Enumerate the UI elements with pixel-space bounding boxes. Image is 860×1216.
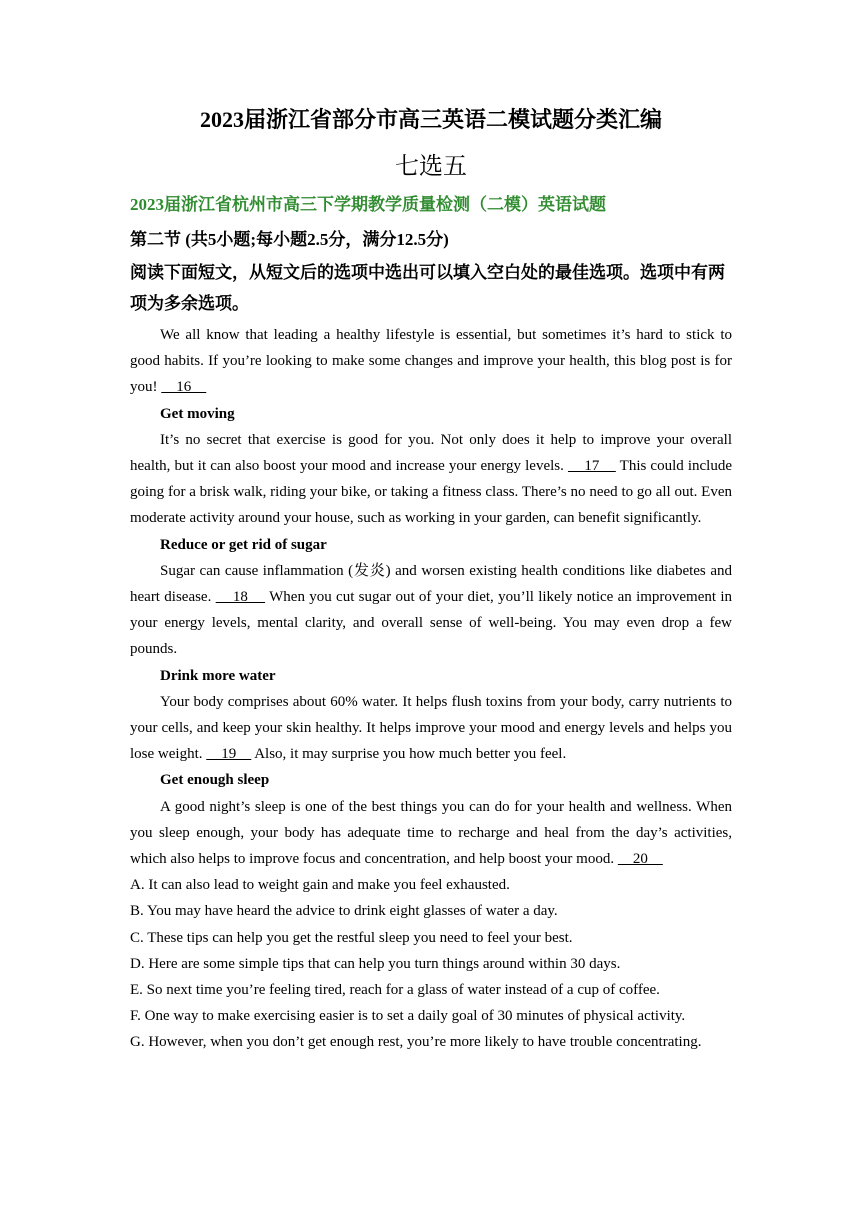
option-c: C. These tips can help you get the restful sleep you need to feel your best. bbox=[130, 929, 573, 946]
heading-reduce-sugar: Reduce or get rid of sugar bbox=[160, 536, 327, 553]
passage bbox=[130, 322, 732, 1056]
paragraph-sleep bbox=[130, 794, 732, 873]
option-a: A. It can also lead to weight gain and make you feel exhausted. bbox=[130, 877, 510, 894]
paragraph-text: A good night’s sleep is one of the best things you can do for your health and wellness. When you sleep enough, your body has adequate time to recharge and heal from the day’s activities, which also helps to improve focus and concentration, and help boost your mood. bbox=[130, 798, 732, 868]
paragraph-text: This could include going for a brisk walk, riding your bike, or taking a fitness class. There’s no need to go all out. Even moderate activity around your house, such as working in your garden, can benefit significantly. bbox=[130, 458, 733, 527]
paragraph-get-moving bbox=[130, 427, 732, 532]
exam-source-title: 2023届浙江省杭州市高三下学期教学质量检测（二模）英语试题 bbox=[130, 195, 606, 214]
option-g: G. However, when you don’t get enough rest, you’re more likely to have trouble concentrating. bbox=[130, 1034, 702, 1051]
part-heading: 第二节 (共5小题;每小题2.5分，满分12.5分) bbox=[130, 230, 449, 249]
blank-20: 20 bbox=[617, 851, 663, 868]
document-title: 2023届浙江省部分市高三英语二模试题分类汇编 bbox=[199, 107, 662, 132]
heading-sleep: Get enough sleep bbox=[160, 772, 270, 789]
heading-get-moving: Get moving bbox=[160, 405, 235, 422]
option-b: B. You may have heard the advice to drink eight glasses of water a day. bbox=[130, 903, 558, 920]
blank-19: 19 bbox=[206, 746, 252, 763]
paragraph-drink-water bbox=[130, 689, 732, 768]
option-e: E. So next time you’re feeling tired, reach for a glass of water instead of a cup of coffee. bbox=[130, 982, 660, 999]
heading-drink-water: Drink more water bbox=[160, 667, 276, 684]
blank-18: 18 bbox=[215, 589, 266, 606]
paragraph-text: When you cut sugar out of your diet, you’ll likely notice an improvement in your energy levels, mental clarity, and overall sense of well-being. You may even drop a few pounds. bbox=[130, 589, 733, 658]
options-list bbox=[130, 872, 732, 1055]
paragraph-text: Also, it may surprise you how much better you feel. bbox=[254, 746, 567, 763]
blank-16: 16 bbox=[161, 379, 207, 396]
paragraph-text: We all know that leading a healthy lifestyle is essential, but sometimes it’s hard to stick to good habits. If you’re looking to make some changes and improve your health, this blog post is for you! bbox=[130, 327, 732, 396]
option-f: F. One way to make exercising easier is to set a daily goal of 30 minutes of physical activity. bbox=[130, 1008, 686, 1025]
blank-17: 17 bbox=[567, 458, 616, 475]
instructions: 阅读下面短文，从短文后的选项中选出可以填入空白处的最佳选项。选项中有两项为多余选项。 bbox=[130, 263, 725, 313]
option-d: D. Here are some simple tips that can help you turn things around within 30 days. bbox=[130, 955, 621, 972]
document-subtitle: 七选五 bbox=[395, 154, 467, 180]
paragraph-text: Your body comprises about 60% water. It helps flush toxins from your body, carry nutrients to your cells, and keep your skin healthy. It helps improve your mood and energy levels and helps you lose weight. bbox=[130, 693, 732, 763]
paragraph-intro bbox=[130, 322, 732, 401]
paragraph-reduce-sugar bbox=[130, 558, 732, 663]
paragraph-text: It’s no secret that exercise is good for you. Not only does it help to improve your overall health, but it can also boost your mood and increase your energy levels. bbox=[130, 431, 732, 475]
paragraph-text: Sugar can cause inflammation (发炎) and worsen existing health conditions like diabetes and heart disease. bbox=[130, 562, 732, 606]
